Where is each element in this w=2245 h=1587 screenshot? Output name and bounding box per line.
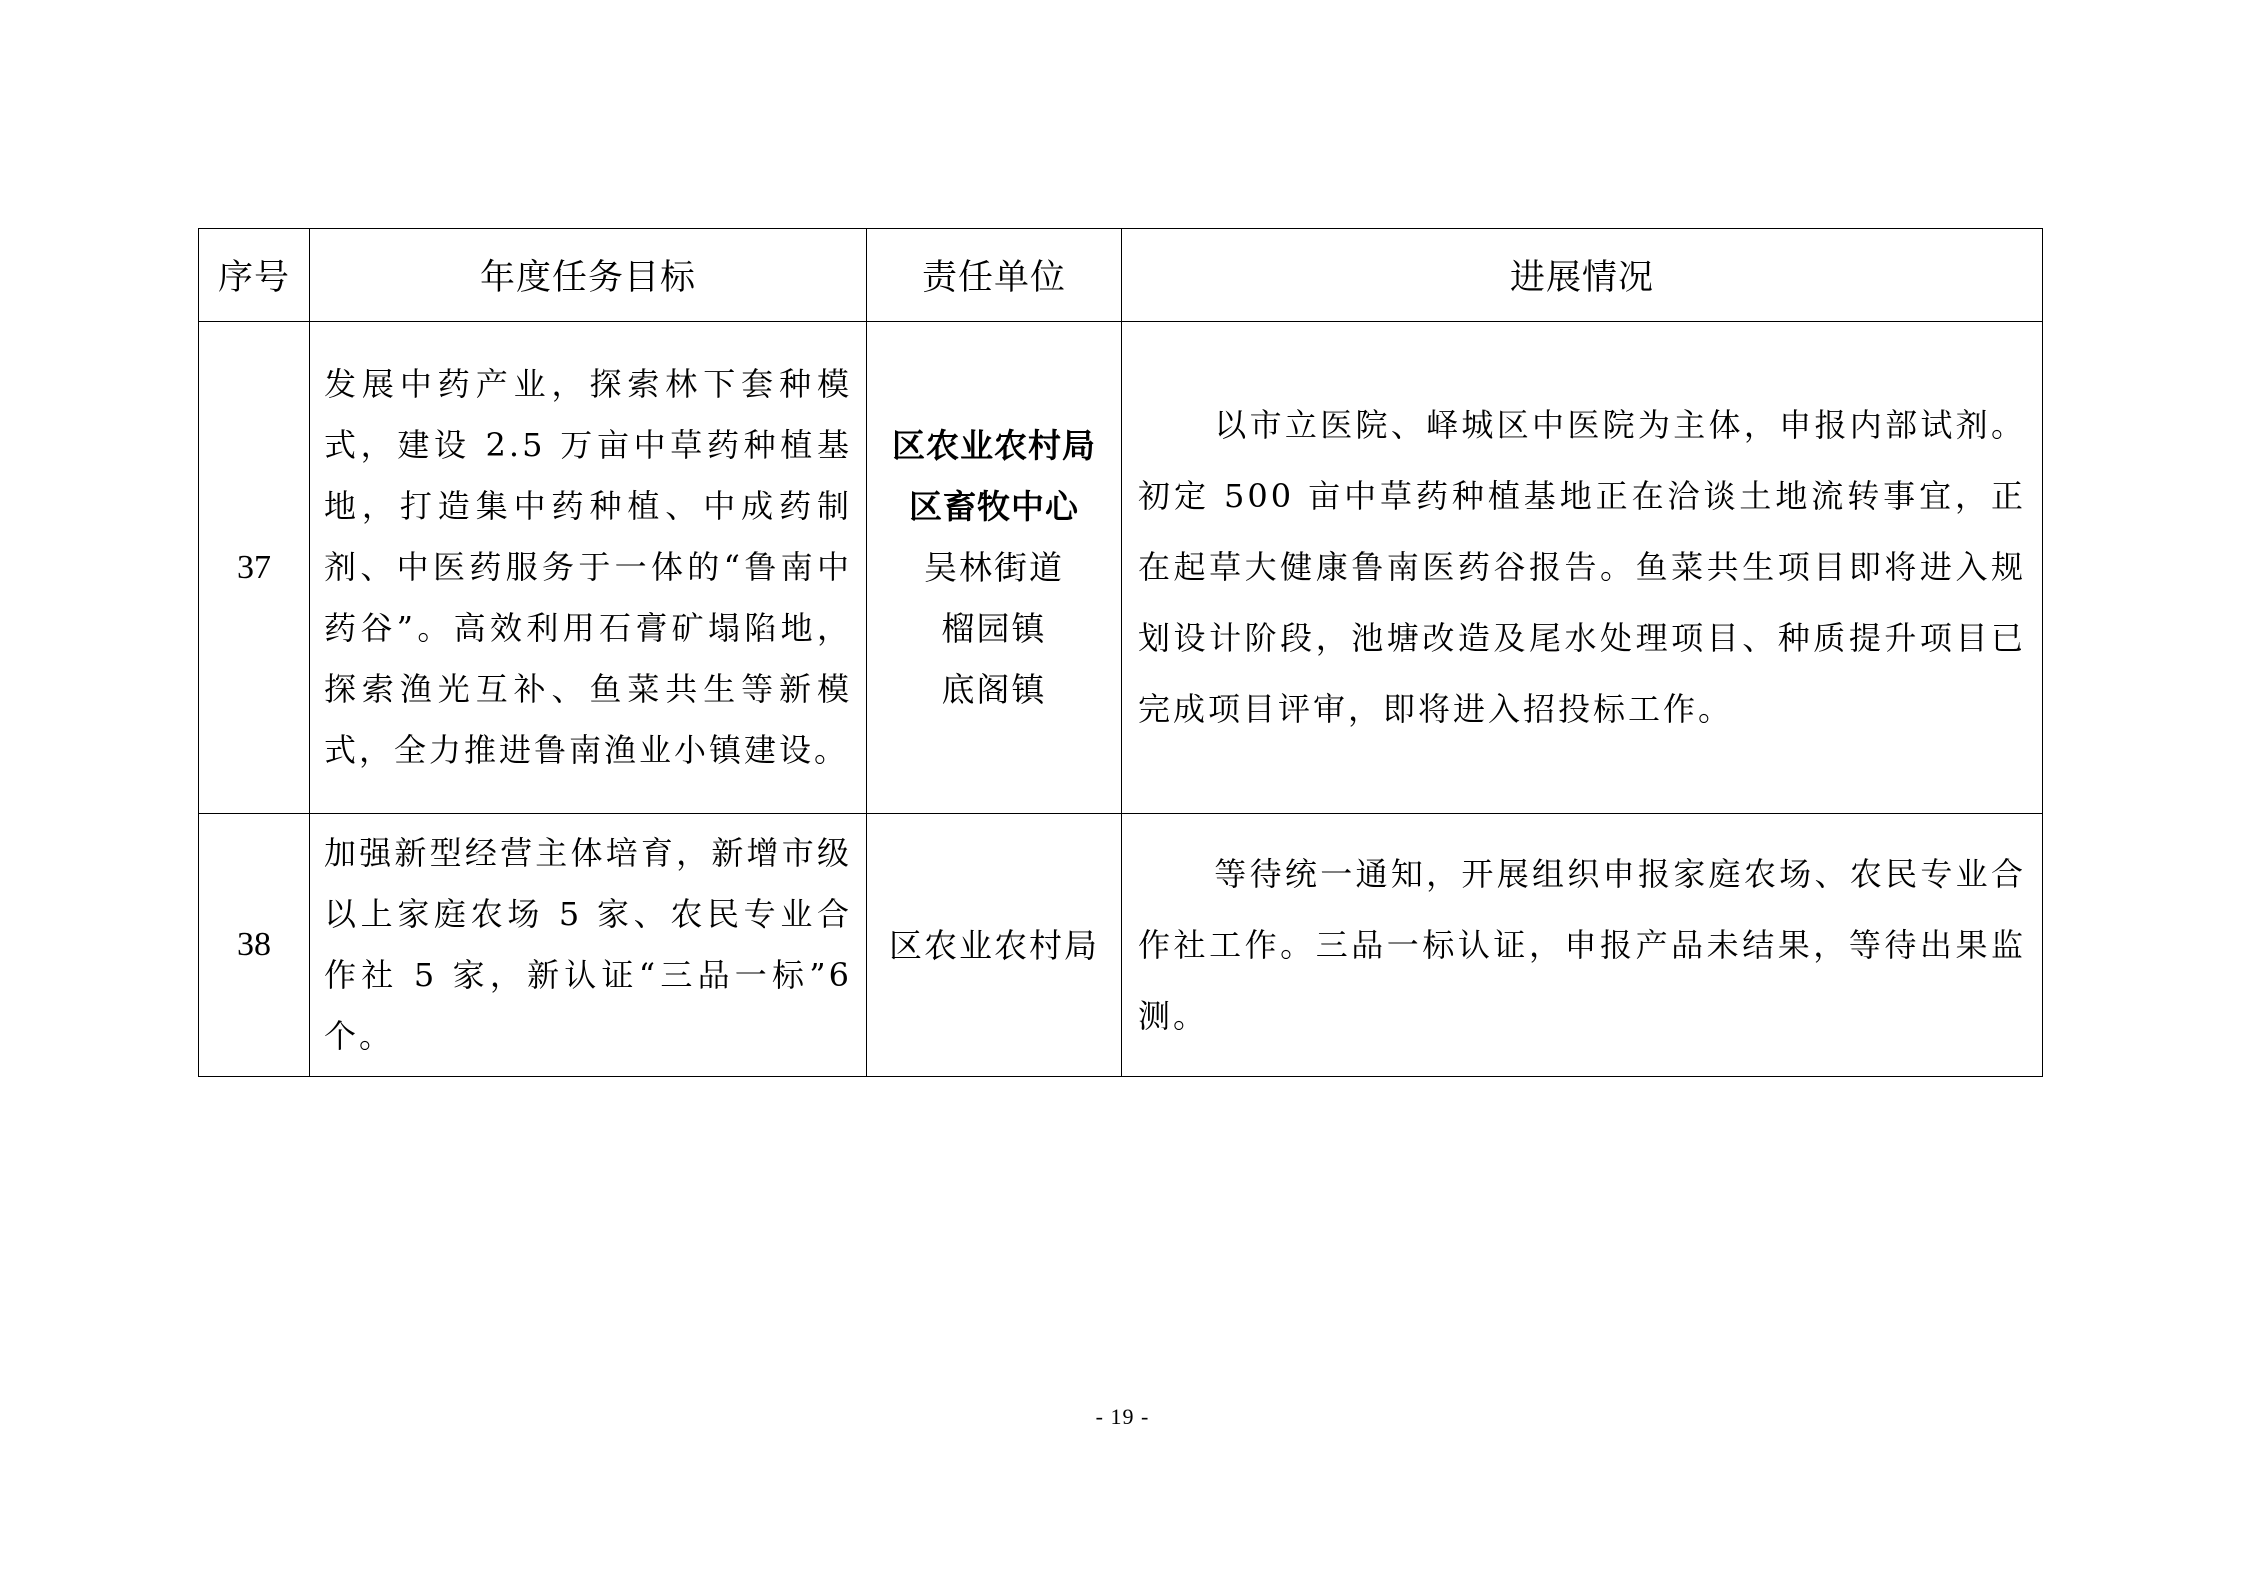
progress-status — [1122, 814, 2043, 1077]
header-goal: 年度任务目标 — [310, 229, 867, 322]
header-no: 序号 — [199, 229, 310, 322]
responsible-unit: 区畜牧中心 — [909, 487, 1079, 526]
responsible-unit: 区农业农村局 — [889, 925, 1099, 965]
task-progress-table — [198, 228, 2043, 1077]
progress-text: 等待统一通知，开展组织申报家庭农场、农民专业合作社工作。三品一标认证，申报产品未结果，等待出果监测。 — [1138, 854, 2026, 1035]
header-progress: 进展情况 — [1122, 229, 2043, 322]
responsible-unit: 区农业农村局 — [892, 426, 1096, 465]
responsible-unit: 吴林街道 — [924, 548, 1064, 587]
task-goal: 发展中药产业，探索林下套种模式，建设 2.5 万亩中草药种植基地，打造集中药种植、中成药制剂、中医药服务于一体的“鲁南中药谷”。高效利用石膏矿塌陷地，探索渔光互补、鱼菜共生等新模式，全力推进鲁南渔业小镇建设。 — [310, 322, 867, 814]
row-number: 38 — [199, 814, 310, 1077]
responsible-unit: 榴园镇 — [941, 609, 1047, 648]
responsible-units — [867, 322, 1122, 814]
row-number: 37 — [199, 322, 310, 814]
responsible-unit: 底阁镇 — [941, 670, 1047, 709]
progress-text: 以市立医院、峄城区中医院为主体，申报内部试剂。初定 500 亩中草药种植基地正在洽谈土地流转事宜，正在起草大健康鲁南医药谷报告。鱼菜共生项目即将进入规划设计阶段，池塘改造及尾水处理项目、种质提升项目已完成项目评审，即将进入招投标工作。 — [1138, 406, 2026, 728]
header-unit: 责任单位 — [867, 229, 1122, 322]
responsible-units — [867, 814, 1122, 1077]
table-row — [199, 814, 2043, 1077]
table-row — [199, 322, 2043, 814]
page-number: - 19 - — [1095, 1404, 1150, 1429]
table-header-row — [199, 229, 2043, 322]
progress-status — [1122, 322, 2043, 814]
task-goal: 加强新型经营主体培育，新增市级以上家庭农场 5 家、农民专业合作社 5 家，新认证“三品一标”6 个。 — [310, 814, 867, 1077]
